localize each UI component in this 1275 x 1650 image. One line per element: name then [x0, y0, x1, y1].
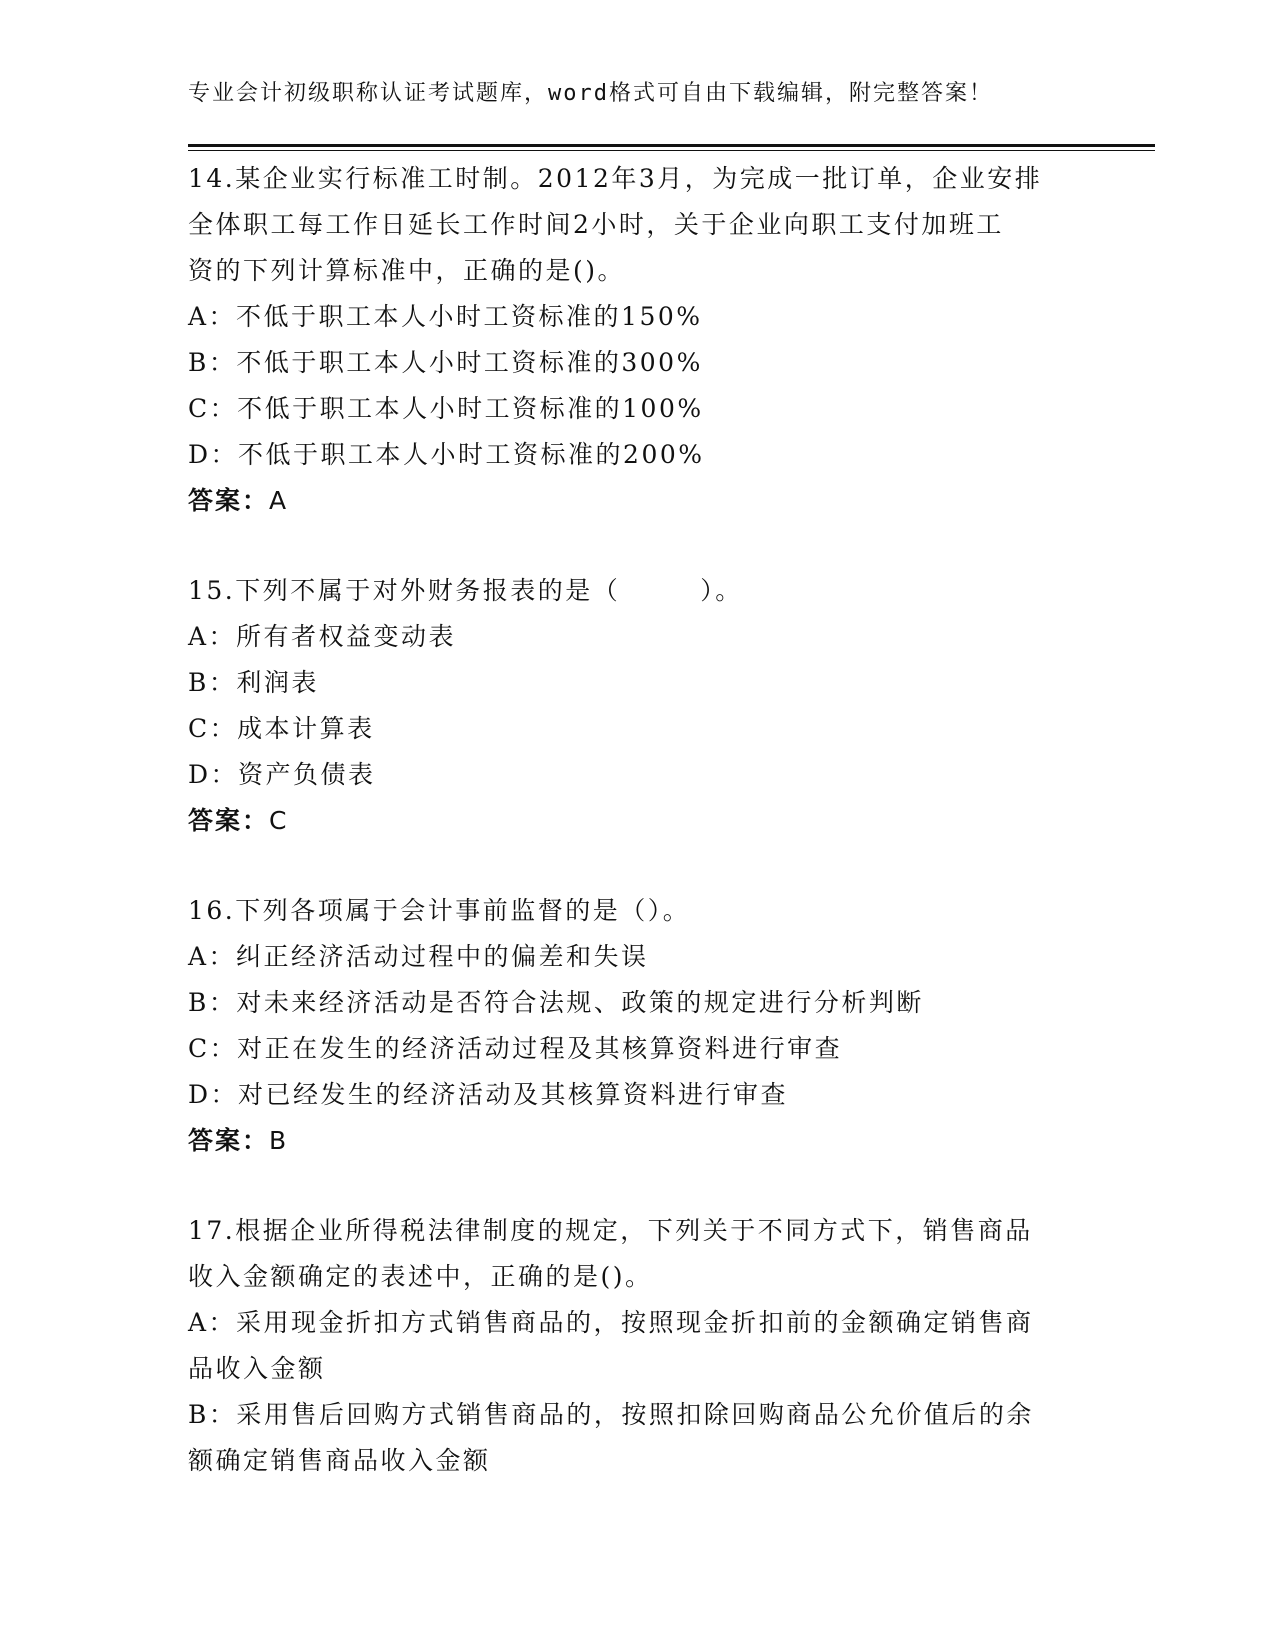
- option-a: A：所有者权益变动表: [188, 622, 457, 651]
- option-b: B：利润表: [188, 668, 319, 697]
- question-16: [188, 888, 1098, 1164]
- question-14: [188, 156, 1098, 524]
- option-c: C：成本计算表: [188, 714, 375, 743]
- question-text: [188, 568, 1098, 614]
- question-text: 16.下列各项属于会计事前监督的是（）。: [188, 896, 691, 925]
- question-text: 14.某企业实行标准工时制。2012年3月，为完成一批订单，企业安排: [188, 164, 1043, 193]
- option-d: D：不低于职工本人小时工资标准的200%: [188, 440, 705, 469]
- question-text: 全体职工每工作日延长工作时间2小时，关于企业向职工支付加班工: [188, 210, 1004, 239]
- answer-value: C: [269, 806, 289, 835]
- question-list: [188, 156, 1098, 1484]
- option-c: C：不低于职工本人小时工资标准的100%: [188, 394, 704, 423]
- question-17: [188, 1208, 1098, 1484]
- option-b: B：不低于职工本人小时工资标准的300%: [188, 348, 703, 377]
- option-a-cont: 品收入金额: [188, 1354, 326, 1383]
- question-stem: 15.下列不属于对外财务报表的是（: [188, 576, 621, 605]
- option-a: A：纠正经济活动过程中的偏差和失误: [188, 942, 649, 971]
- option-a: A：不低于职工本人小时工资标准的150%: [188, 302, 703, 331]
- answer-label: 答案：: [188, 806, 270, 835]
- answer-line: [188, 1118, 1098, 1164]
- question-15: [188, 568, 1098, 844]
- option-c: C：对正在发生的经济活动过程及其核算资料进行审查: [188, 1034, 843, 1063]
- option-a: A：采用现金折扣方式销售商品的，按照现金折扣前的金额确定销售商: [188, 1308, 1034, 1337]
- header-title: 专业会计初级职称认证考试题库，word格式可自由下载编辑，附完整答案！: [188, 81, 993, 106]
- answer-value: B: [269, 1126, 289, 1155]
- option-d: D：资产负债表: [188, 760, 376, 789]
- answer-value: A: [269, 486, 289, 515]
- question-stem-end: ）。: [700, 576, 743, 605]
- answer-line: [188, 478, 1098, 524]
- answer-label: 答案：: [188, 486, 270, 515]
- answer-line: [188, 798, 1098, 844]
- option-b-cont: 额确定销售商品收入金额: [188, 1446, 491, 1475]
- question-text: 收入金额确定的表述中，正确的是()。: [188, 1262, 653, 1291]
- header-rule-thin: [188, 150, 1155, 151]
- option-b: B：采用售后回购方式销售商品的，按照扣除回购商品公允价值后的余: [188, 1400, 1034, 1429]
- option-b: B：对未来经济活动是否符合法规、政策的规定进行分析判断: [188, 988, 924, 1017]
- answer-label: 答案：: [188, 1126, 270, 1155]
- question-text: 资的下列计算标准中，正确的是()。: [188, 256, 626, 285]
- header-rule: [188, 144, 1155, 147]
- option-d: D：对已经发生的经济活动及其核算资料进行审查: [188, 1080, 789, 1109]
- question-text: 17.根据企业所得税法律制度的规定，下列关于不同方式下，销售商品: [188, 1216, 1033, 1245]
